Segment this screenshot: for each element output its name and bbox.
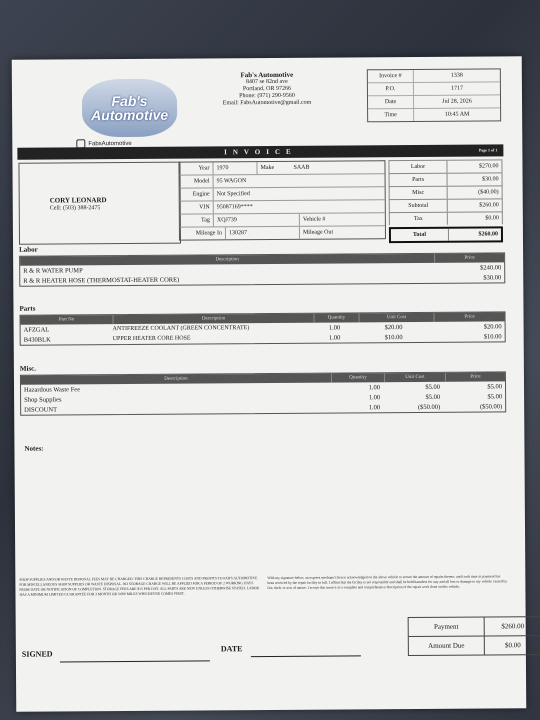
part-unit-cost: $10.00	[384, 333, 403, 341]
signature-line[interactable]	[60, 660, 210, 662]
part-price: $20.00	[483, 322, 502, 330]
misc-table	[20, 371, 506, 415]
total-label: Parts	[390, 174, 448, 186]
part-quantity: 1.00	[328, 324, 341, 332]
notes-label: Notes:	[24, 444, 44, 453]
col-header: Quantity	[332, 373, 385, 382]
customer-box	[18, 162, 181, 245]
part-quantity: 1.00	[328, 334, 341, 342]
totals-table	[388, 159, 503, 243]
part-number: B430BLK	[23, 336, 51, 344]
misc-price: $5.00	[487, 392, 503, 400]
invoice-paper	[12, 56, 527, 712]
vehicle-row	[180, 226, 385, 239]
misc-unit-cost: $5.00	[425, 383, 441, 391]
lien-acknowledgement-text: With my signature below, an express mechanics lien is acknowledged on the above vehicle to secure the amount of repairs thereto, until such time as payment has been received by the repair facility in full. I affirm that the facility is not responsible and shall be held harmless for any and all loss or damage to my vehicle caused by fire, theft, or acts of nature. I accept this invoice as a complete and comprehensive description of the repair work done on this vehicle.	[267, 574, 508, 591]
table-row	[20, 272, 504, 285]
shop-address2: Portland, OR 97266	[242, 85, 292, 93]
misc-quantity: 1.00	[368, 403, 381, 411]
total-value: $0.00	[485, 215, 499, 222]
total-label: Labor	[389, 161, 447, 173]
misc-price: ($50.00)	[479, 402, 503, 411]
engine-label: Engine	[180, 188, 214, 200]
table-row	[21, 401, 505, 414]
total-row	[389, 172, 503, 186]
shop-email: Email: FabsAutomotive@gmail.com	[222, 99, 312, 107]
date-line[interactable]	[251, 655, 361, 657]
meta-label: Date	[368, 96, 414, 108]
part-unit-cost: $20.00	[384, 323, 403, 331]
customer-name: CORY LEONARD	[49, 196, 107, 205]
labor-description: R & R HEATER HOSE (THERMOSTAT-HEATER CORE)	[23, 276, 180, 285]
table-row	[21, 331, 505, 344]
invoice-banner	[17, 144, 503, 159]
meta-label: Time	[368, 109, 414, 121]
engine-value: Not Specified	[216, 191, 250, 198]
misc-unit-cost: $5.00	[425, 393, 441, 401]
total-label: Subtotal	[390, 200, 448, 212]
col-header: Price	[464, 314, 475, 320]
vehicle-number-label: Vehicle #	[302, 216, 326, 223]
payment-value: $260.00	[501, 622, 525, 631]
tag-value: XQJ739	[214, 214, 300, 227]
parts-section-title: Parts	[19, 304, 36, 313]
total-value: $260.00	[479, 202, 499, 209]
model-label: Model	[180, 175, 214, 187]
payment-label: Payment	[409, 618, 485, 637]
meta-value: 1717	[450, 85, 463, 92]
total-value: $270.00	[478, 163, 499, 170]
parts-table	[20, 311, 506, 345]
logo-text-line1: Fab's	[111, 92, 148, 110]
part-price: $10.00	[483, 332, 502, 340]
meta-label: Invoice #	[368, 70, 414, 82]
grand-total-label: Total	[391, 229, 449, 241]
meta-row	[368, 95, 500, 109]
misc-description: DISCOUNT	[24, 405, 58, 414]
date-area	[221, 644, 243, 653]
model-value: 95 WAGON	[216, 178, 247, 185]
vehicle-table	[178, 160, 386, 240]
col-header: Quantity	[315, 313, 360, 322]
labor-section-title: Labor	[19, 245, 38, 254]
misc-quantity: 1.00	[368, 393, 381, 401]
part-description: ANTIFREEZE COOLANT (GREEN CONCENTRATE)	[112, 325, 250, 333]
vin-label: VIN	[180, 201, 214, 213]
shop-logo	[82, 79, 177, 138]
misc-price: $5.00	[487, 382, 503, 390]
year-value: 1970	[213, 162, 257, 174]
part-description: UPPER HEATER CORE HOSE	[112, 335, 191, 343]
col-header: Price	[470, 374, 481, 380]
meta-value: Jul 28, 2026	[442, 98, 472, 105]
total-label: Tax	[390, 213, 448, 225]
social-handle-text: FabsAutomotive	[88, 140, 132, 147]
col-header: Description	[21, 374, 332, 385]
payment-table	[408, 616, 540, 656]
meta-value: 1338	[450, 72, 463, 79]
grand-total-row	[389, 226, 503, 243]
labor-price: $240.00	[480, 263, 502, 272]
col-header: Unit Cost	[385, 373, 446, 382]
mileage-in-value: 130287	[226, 227, 300, 240]
payment-row	[409, 636, 540, 655]
meta-row	[368, 82, 500, 96]
logo-text-line2: Automotive	[91, 106, 169, 124]
part-number: AFZGAL	[23, 326, 50, 334]
page-indicator: Page 1 of 1	[478, 147, 498, 153]
total-row	[389, 198, 503, 212]
col-header: Price	[464, 255, 475, 261]
misc-quantity: 1.00	[368, 383, 381, 391]
shop-phone: Phone: (971) 290-9560	[239, 92, 295, 100]
total-label: Misc	[390, 187, 448, 199]
meta-label: P.O.	[368, 83, 414, 95]
mileage-out-label: Mileage Out	[302, 229, 334, 236]
shop-address1: 8407 se 82nd ave	[245, 78, 288, 86]
signed-label: SIGNED	[21, 649, 53, 659]
misc-description: Hazardous Waste Fee	[24, 385, 81, 394]
make-label: Make	[260, 164, 275, 172]
labor-price: $30.00	[483, 273, 502, 282]
misc-description: Shop Supplies	[24, 395, 62, 404]
total-value: ($40.00)	[478, 189, 499, 196]
invoice-meta-table	[367, 68, 501, 122]
mileage-in-label: Mileage In	[180, 227, 226, 239]
meta-value: 10:45 AM	[444, 111, 470, 118]
year-label: Year	[179, 162, 213, 174]
customer-cell: Cell: (503) 388-2475	[49, 205, 101, 212]
misc-section-title: Misc.	[19, 364, 37, 373]
total-value: $30.00	[482, 176, 499, 183]
misc-unit-cost: ($50.00)	[417, 403, 441, 411]
grand-total-value: $260.00	[478, 231, 498, 238]
vin-value: 95087169****	[216, 204, 253, 211]
total-row	[389, 211, 503, 225]
total-row	[388, 159, 502, 173]
col-header: Unit Cost	[360, 313, 435, 323]
shop-name: Fab's Automotive	[240, 70, 294, 80]
tag-label: Tag	[180, 214, 214, 226]
make-value: SAAB	[293, 164, 310, 171]
col-header: Description	[20, 254, 435, 266]
shop-terms-text: SHOP SUPPLIES AND/OR WASTE DISPOSAL FEES MAY BE CHARGED. THIS CHARGE REPRESENTS COSTS AND PROFITS TO FAB'S AUTOMOTIVE FOR MISCELLANEOUS SHOP SUPPLIES OR WASTE DISPOSAL. NO STORAGE CHARGE WILL BE APPLIED FOR A PERIOD OF 2 WORKING DAYS FROM DATE OR NOTIFICATION OF COMPLETION. STORAGE FEES ARE $15 PER DAY. ALL PARTS ARE NEW UNLESS OTHERWISE STATED. LABOR HAS A MINIMUM LIMITED GUARANTEE FOR 3 MONTH OR 3,000 MILES WHICHEVER COMES FIRST.	[19, 576, 259, 597]
labor-description: R & R WATER PUMP	[23, 266, 83, 275]
amount-due-value: $0.00	[504, 641, 521, 650]
col-header: Part No	[21, 315, 114, 325]
total-row	[389, 185, 503, 199]
payment-row	[409, 617, 540, 637]
meta-row	[368, 69, 500, 83]
meta-row	[368, 108, 500, 121]
shop-info	[192, 71, 342, 107]
labor-table	[19, 252, 505, 286]
date-label: DATE	[220, 644, 243, 654]
amount-due-label: Amount Due	[409, 636, 485, 655]
col-header: Description	[114, 314, 315, 324]
signature-area	[22, 650, 53, 659]
invoice-title: INVOICE	[224, 147, 297, 157]
